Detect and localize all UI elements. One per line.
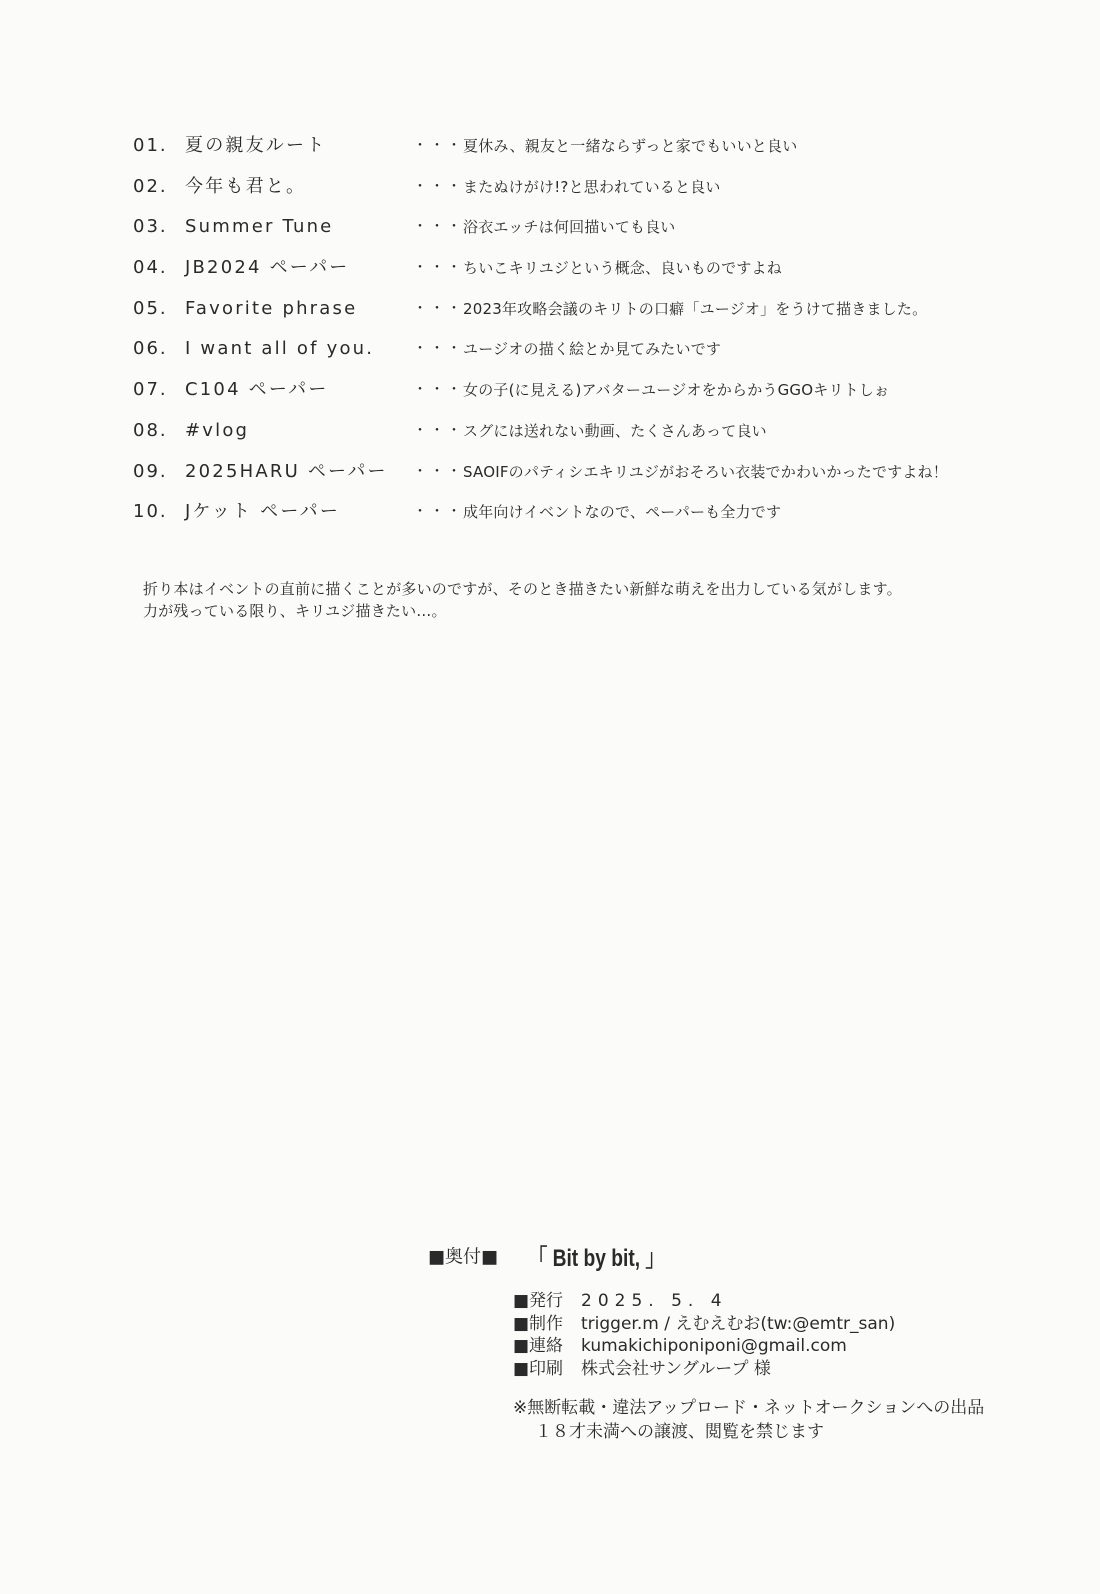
toc-number: 04. xyxy=(133,257,168,279)
toc-title: 2025HARU ペーパー xyxy=(185,460,388,482)
toc-title: Summer Tune xyxy=(185,216,334,238)
toc-entry-07 xyxy=(133,378,1033,419)
afterword xyxy=(143,578,902,622)
colophon-value: 2025. 5. 4 xyxy=(581,1291,728,1311)
notice-line-2: １８才未満への譲渡、閲覧を禁じます xyxy=(535,1422,824,1442)
colophon-value: 株式会社サングループ 様 xyxy=(581,1358,771,1379)
toc-description: またぬけがけ!?と思われていると良い xyxy=(463,177,721,196)
afterword-line-1: 折り本はイベントの直前に描くことが多いのですが、そのとき描きたい新鮮な萌えを出力している気がします。 xyxy=(143,580,902,598)
toc-number: 03. xyxy=(133,216,168,238)
toc-description: 2023年攻略会議のキリトの口癖「ユージオ」をうけて描きました。 xyxy=(463,299,928,318)
toc-entry-10 xyxy=(133,500,1033,541)
toc-number: 10. xyxy=(133,501,168,523)
book-title: 「 Bit by bit, 」 xyxy=(528,1245,665,1272)
toc-description: 成年向けイベントなので、ペーパーも全力です xyxy=(463,503,782,522)
toc-number: 07. xyxy=(133,379,168,401)
toc-entry-09 xyxy=(133,460,1033,501)
toc-dots: ・・・ xyxy=(413,382,464,399)
toc-entry-03 xyxy=(133,215,1033,256)
toc-description: スグには送れない動画、たくさんあって良い xyxy=(463,421,767,440)
toc-entry-02 xyxy=(133,175,1033,216)
colophon-label: ■奥付■ xyxy=(428,1246,499,1268)
colophon-contact xyxy=(513,1335,895,1358)
colophon-key: ■連絡 xyxy=(513,1336,564,1356)
toc-entry-05 xyxy=(133,297,1033,338)
toc-number: 02. xyxy=(133,175,168,197)
table-of-contents xyxy=(133,134,1033,541)
colophon-value: trigger.m / えむえむお(tw:@emtr_san) xyxy=(581,1313,896,1334)
toc-title: I want all of you. xyxy=(185,338,375,360)
afterword-line-2: 力が残っている限り、キリユジ描きたい…。 xyxy=(143,602,447,620)
toc-dots: ・・・ xyxy=(413,260,464,277)
toc-entry-04 xyxy=(133,256,1033,297)
toc-number: 08. xyxy=(133,419,168,441)
toc-dots: ・・・ xyxy=(413,138,464,154)
toc-title: JB2024 ペーパー xyxy=(185,257,350,279)
toc-entry-06 xyxy=(133,337,1033,378)
toc-dots: ・・・ xyxy=(413,422,464,439)
colophon-publish-date xyxy=(513,1290,895,1313)
colophon-value: kumakichiponiponi@gmail.com xyxy=(581,1336,847,1356)
toc-dots: ・・・ xyxy=(413,504,464,521)
toc-title: C104 ペーパー xyxy=(185,379,329,401)
toc-dots: ・・・ xyxy=(413,463,464,480)
legal-notice xyxy=(513,1396,984,1444)
colophon-author xyxy=(513,1313,895,1336)
toc-description: 夏休み、親友と一緒ならずっと家でもいいと良い xyxy=(463,137,798,155)
toc-number: 09. xyxy=(133,460,168,482)
toc-number: 06. xyxy=(133,338,168,360)
toc-description: SAOIFのパティシエキリユジがおそろい衣装でかわいかったですよね！ xyxy=(463,462,948,481)
toc-title: 夏の親友ルート xyxy=(185,135,327,156)
toc-description: ちいこキリユジという概念、良いものですよね xyxy=(463,259,782,278)
toc-number: 05. xyxy=(133,297,168,319)
colophon-key: ■印刷 xyxy=(513,1358,564,1379)
colophon-key: ■制作 xyxy=(513,1313,564,1334)
colophon-printer xyxy=(513,1358,895,1381)
toc-dots: ・・・ xyxy=(413,178,464,195)
toc-number: 01. xyxy=(133,135,168,156)
colophon-heading xyxy=(428,1238,682,1273)
toc-description: 浴衣エッチは何回描いても良い xyxy=(463,218,676,237)
toc-title: 今年も君と。 xyxy=(185,175,307,197)
toc-title: #vlog xyxy=(185,419,250,441)
colophon-key: ■発行 xyxy=(513,1291,564,1311)
toc-entry-01 xyxy=(133,134,1033,175)
toc-title: Favorite phrase xyxy=(185,297,358,319)
notice-line-1: ※無断転載・違法アップロード・ネットオークションへの出品 xyxy=(513,1398,985,1418)
toc-description: ユージオの描く絵とか見てみたいです xyxy=(463,340,722,359)
toc-title: Jケット ペーパー xyxy=(185,501,341,523)
toc-description: 女の子(に見える)アバターユージオをからかうGGOキリトしぉ xyxy=(463,381,890,400)
toc-dots: ・・・ xyxy=(413,219,464,236)
toc-dots: ・・・ xyxy=(413,341,464,358)
toc-dots: ・・・ xyxy=(413,300,464,317)
colophon-details xyxy=(513,1290,895,1380)
toc-entry-08 xyxy=(133,419,1033,460)
